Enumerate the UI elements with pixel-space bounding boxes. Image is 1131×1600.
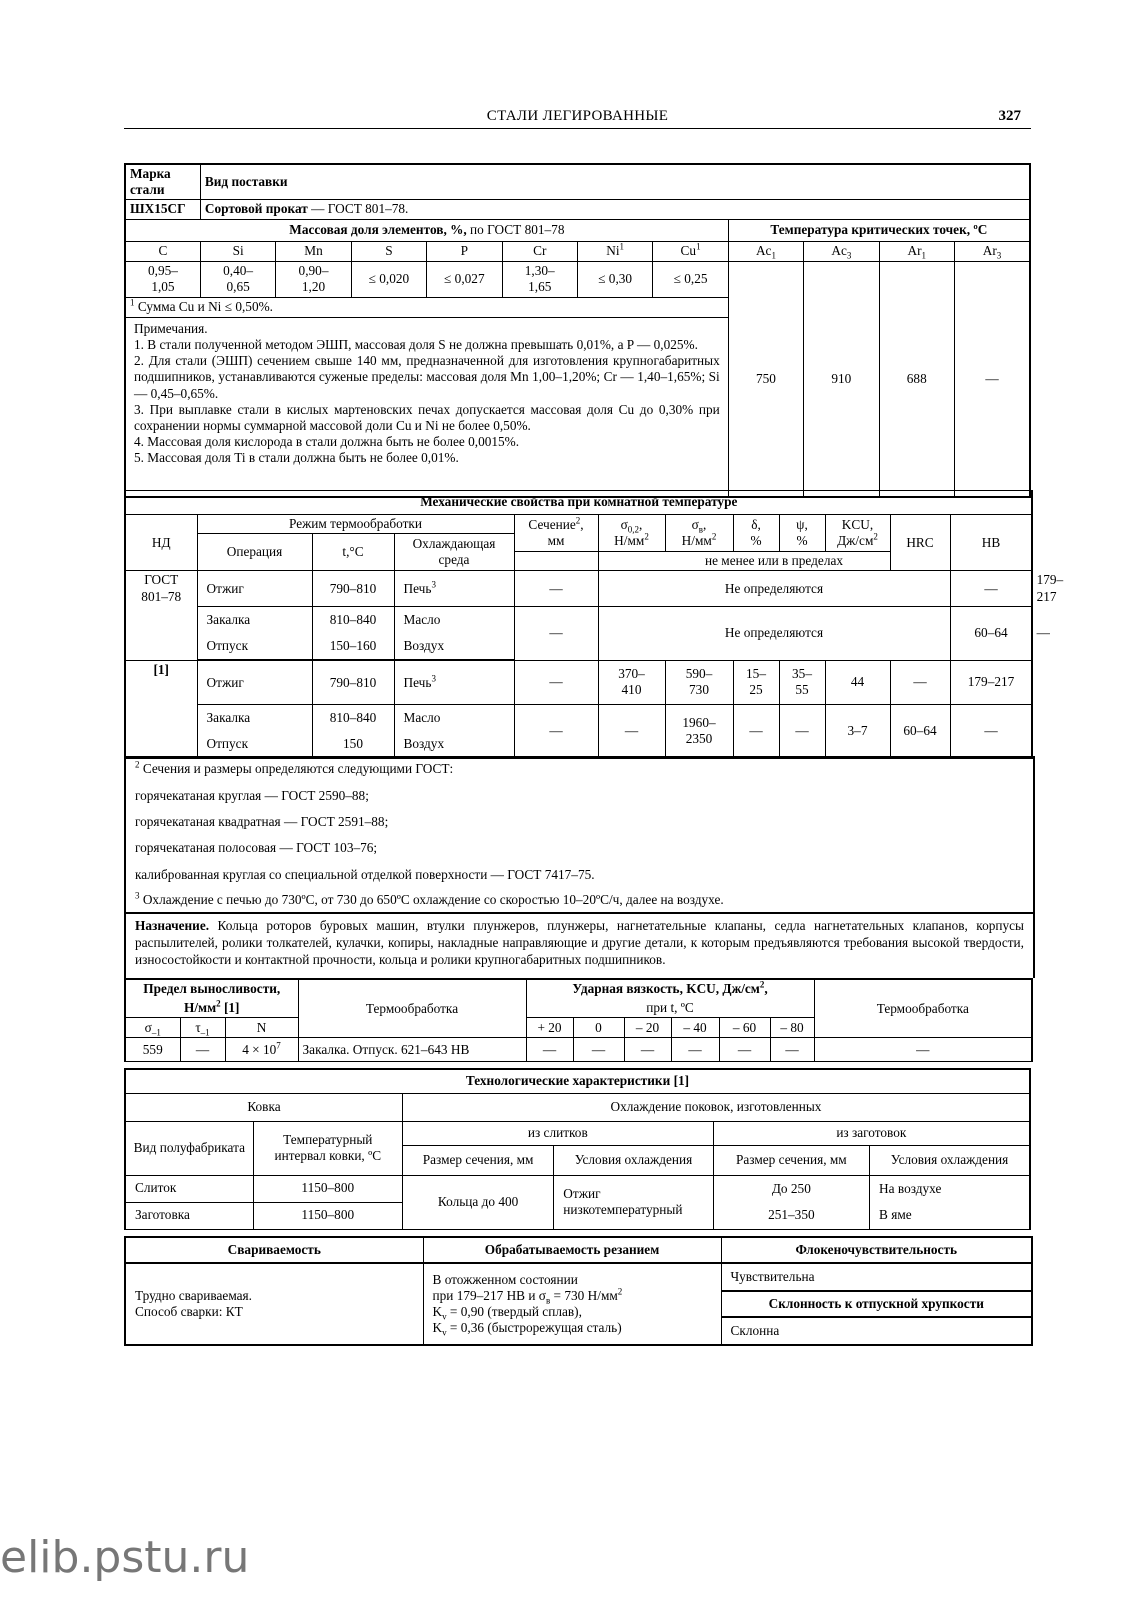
element-cr: Cr: [502, 241, 577, 261]
h-minimum: не менее или в пределах: [598, 552, 950, 571]
ref-annealing-section: —: [514, 660, 598, 704]
value-ac1: 750: [728, 261, 803, 497]
temper-brittleness-title: Склонность к отпускной хрупкости: [721, 1291, 1032, 1317]
gost-annealing-section: —: [514, 571, 598, 606]
value-si: 0,40– 0,65: [200, 261, 275, 297]
section-note-1: горячекатаная круглая — ГОСТ 2590–88;: [135, 788, 369, 803]
gost-annealing-medium: Печь$^3$: [394, 571, 514, 606]
ref-annealing-s02: 370– 410: [598, 660, 665, 704]
element-mn: Mn: [276, 241, 351, 261]
point-ar1: $Ar_1$: [879, 241, 954, 261]
value-ni: ≤ 0,30: [577, 261, 652, 297]
tech-table: [124, 1068, 1031, 1230]
weld-table: [124, 1236, 1033, 1346]
h-section-size: Размер сечения, мм: [402, 1145, 553, 1175]
element-si: Si: [200, 241, 275, 261]
ref-annealing-sb: 590– 730: [665, 660, 733, 704]
ref-nd: [1]: [125, 660, 197, 758]
h-temp-2: 0: [573, 1018, 624, 1038]
element-s: S: [351, 241, 426, 261]
note-3: 3. При выплавке стали в кислых мартеновских печах допускается массовая доля Cu до 0,30% при сохранении нормы суммарной массовой доли Cu и Ni не более 0,50%.: [134, 401, 720, 433]
value-ar1: 688: [879, 261, 954, 497]
ref-qt-sb: 1960– 2350: [665, 704, 733, 758]
gost-qt-hrc: 60–64: [950, 606, 1032, 660]
weldability-title: Свариваемость: [125, 1237, 423, 1263]
mechanical-table: Механические свойства при комнатной температуре НД Режим термообработки Сечение$^2$, мм $\sigma_{0,2}$, $Н/мм^2$ $\sigma_в$, $Н/мм^2$ δ, % ψ, % KCU, $Дж/см^2$ HRC HB Операция t,°С Охлаждающая среда не менее или в пределах ГОСТ 801–78 Отжиг 790–810 Печь$^3$ — Не определяются — 179–217 Закалка 810–840 Масло — Не определяются 60–64 — Отпуск 150–160 Воздух [1] Отжиг 790–810 Печь$^3$ — 370– 410 590– 730 15– 25 35– 55 44 — 179–217 Закалка 810–840 Масло — — 1960– 2350 — — 3–7 60–64 — Отпуск 150 Воздух: [124, 490, 1033, 759]
composition-footnote: $^1$ Сумма Cu и Ni ≤ 0,50%.: [125, 297, 728, 317]
h-cycles: N: [225, 1018, 298, 1038]
ref-annealing-hrc: —: [890, 660, 950, 704]
v-impact-6: —: [770, 1038, 814, 1062]
critical-points-title: Температура критических точек, ºС: [728, 219, 1030, 241]
v-impact-5: —: [719, 1038, 770, 1062]
gost-temper-medium: Воздух: [394, 633, 514, 660]
purpose-text: Назначение. Кольца роторов буровых машин, втулки плунжеров, плунжеры, нагнетательные клапаны, седла нагнетательных клапанов, корпусы распылителей, ролики толкателей, кулачки, копиры, накладные направляющие и другие детали, к которым предъявляются требования высокой твердости, износостойкости и контактной прочности, кольца и ролики крупногабаритных подшипников.: [135, 918, 1024, 968]
h-medium: Охлаждающая среда: [394, 534, 514, 571]
gost-annealing-nd: Не определяются: [598, 571, 950, 606]
note-2: 2. Для стали (ЭШП) сечением свыше 140 мм, предназначенной для изготовления крупногабаритных подшипников, устанавливаются суженые пределы: массовая доля Mn 1,00–1,20%; Cr — 1,40–1,65%; Si — 0,45–0,65%.: [134, 353, 720, 401]
impact-title: Ударная вязкость, KCU, $Дж/см^2$,: [526, 979, 814, 999]
value-mn: 0,90– 1,20: [276, 261, 351, 297]
ref-annealing-psi: 35– 55: [779, 660, 825, 704]
value-ar3: —: [954, 261, 1030, 497]
tech-title: Технологические характеристики [1]: [125, 1069, 1030, 1093]
value-cu: ≤ 0,25: [653, 261, 728, 297]
ref-qt-section: —: [514, 704, 598, 758]
ref-annealing-medium: Печь$^3$: [394, 660, 514, 704]
section-note-5: $^3$ Охлаждение с печью до 730ºС, от 730 до 650ºС охлаждение со скоростью 10–20ºС/ч, далее на воздухе.: [135, 890, 724, 907]
grade-label: Марка стали: [125, 164, 200, 200]
watermark: elib.pstu.ru: [0, 1532, 250, 1583]
ref-qt-delta: —: [733, 704, 779, 758]
h-temp-4: – 40: [671, 1018, 719, 1038]
h-cooling-cond-2: Условия охлаждения: [870, 1145, 1030, 1175]
ref-annealing: Отжиг: [197, 660, 312, 704]
h-sigma02: $\sigma_{0,2}$, $Н/мм^2$: [598, 515, 665, 552]
page-header: [124, 106, 1031, 129]
flake-title: Флокеночувствительность: [721, 1237, 1032, 1263]
ref-quench-medium: Масло: [394, 704, 514, 731]
v-heat-treatment: Закалка. Отпуск. 621–643 НВ: [298, 1038, 526, 1062]
mechanical-title: Механические свойства при комнатной температуре: [125, 491, 1032, 515]
section-notes: [124, 756, 1035, 913]
h-from-ingots: из слитков: [402, 1121, 713, 1145]
v-impact-2: —: [573, 1038, 624, 1062]
h-tau-1: $\tau_{-1}$: [180, 1018, 225, 1038]
h-cooling-cond: Условия охлаждения: [554, 1145, 713, 1175]
element-p: P: [427, 241, 502, 261]
temper-brittleness-value: Склонна: [721, 1317, 1032, 1345]
h-sigmab: $\sigma_в$, $Н/мм^2$: [665, 515, 733, 552]
running-title: СТАЛИ ЛЕГИРОВАННЫЕ: [486, 108, 669, 124]
purpose-block: [124, 912, 1035, 978]
h-kcu: KCU, $Дж/см^2$: [825, 515, 890, 552]
section-note-2: горячекатаная квадратная — ГОСТ 2591–88;: [135, 814, 389, 829]
h-from-blanks: из заготовок: [713, 1121, 1030, 1145]
notes-title: Примечания.: [134, 320, 208, 336]
h-forging: Ковка: [125, 1093, 402, 1121]
gost-annealing-hrc: —: [950, 571, 1032, 606]
note-5: 5. Массовая доля Ti в стали должна быть не более 0,01%.: [134, 450, 459, 466]
point-ac3: $Ac_3$: [804, 241, 879, 261]
gost-qt-section: —: [514, 606, 598, 660]
section-note-4: калиброванная круглая со специальной отделкой поверхности — ГОСТ 7417–75.: [135, 867, 595, 882]
flake-value: Чувствительна: [721, 1263, 1032, 1291]
v-impact-3: —: [624, 1038, 671, 1062]
h-hb: HB: [950, 515, 1032, 571]
gost-annealing: Отжиг: [197, 571, 312, 606]
element-ni: Ni$^1$: [577, 241, 652, 261]
h-temp-5: – 60: [719, 1018, 770, 1038]
h-delta: δ, %: [733, 515, 779, 552]
gost-annealing-t: 790–810: [312, 571, 394, 606]
gost-qt-nd: Не определяются: [598, 606, 950, 660]
ref-annealing-kcu: 44: [825, 660, 890, 704]
supply-label: Вид поставки: [200, 164, 1030, 200]
h-temp-6: – 80: [770, 1018, 814, 1038]
v-cycles: $4 \times 10^7$: [225, 1038, 298, 1062]
range-251-350: 251–350: [713, 1202, 869, 1229]
grade-value: ШХ15СГ: [125, 200, 200, 219]
h-section: Сечение$^2$, мм: [514, 515, 598, 552]
gost-quench: Закалка: [197, 606, 312, 633]
v-impact-1: —: [526, 1038, 573, 1062]
ref-annealing-delta: 15– 25: [733, 660, 779, 704]
v-tau-1: —: [180, 1038, 225, 1062]
h-operation: Операция: [197, 534, 312, 571]
v-impact-4: —: [671, 1038, 719, 1062]
weldability-value: Трудно свариваемая. Способ сварки: КТ: [125, 1263, 423, 1345]
page-number: 327: [998, 108, 1021, 124]
h-temp-interval: Температурный интервал ковки, ºС: [253, 1121, 402, 1175]
in-pit: В яме: [870, 1202, 1030, 1229]
ref-temper-medium: Воздух: [394, 731, 514, 758]
element-cu: Cu$^1$: [653, 241, 728, 261]
composition-table: [124, 163, 1031, 498]
ref-qt-psi: —: [779, 704, 825, 758]
ingot-label: Слиток: [125, 1175, 253, 1202]
blank-temp: 1150–800: [253, 1202, 402, 1229]
h-mode: Режим термообработки: [197, 515, 514, 534]
value-cr: 1,30– 1,65: [502, 261, 577, 297]
rings-size: Кольца до 400: [402, 1175, 553, 1229]
h-temp: t,°С: [312, 534, 394, 571]
ref-temper: Отпуск: [197, 731, 312, 758]
value-ac3: 910: [804, 261, 879, 497]
ref-qt-hb: —: [950, 704, 1032, 758]
endurance-title-1: Предел выносливости,: [125, 979, 298, 999]
gost-nd: ГОСТ 801–78: [125, 571, 197, 660]
value-p: ≤ 0,027: [427, 261, 502, 297]
section-note-0: $^2$ Сечения и размеры определяются следующими ГОСТ:: [135, 759, 454, 776]
h-section-blank: [514, 552, 598, 571]
gost-quench-t: 810–840: [312, 606, 394, 633]
note-1: 1. В стали полученной методом ЭШП, массовая доля S не должна превышать 0,01%, а P — 0,025%.: [134, 336, 698, 352]
gost-temper-t: 150–160: [312, 633, 394, 660]
ref-quench: Закалка: [197, 704, 312, 731]
v-sigma-1: 559: [125, 1038, 180, 1062]
impact-subtitle: при t, ºС: [526, 999, 814, 1018]
h-section-size-2: Размер сечения, мм: [713, 1145, 869, 1175]
ref-quench-t: 810–840: [312, 704, 394, 731]
in-air: На воздухе: [870, 1175, 1030, 1202]
ref-qt-kcu: 3–7: [825, 704, 890, 758]
gost-quench-medium: Масло: [394, 606, 514, 633]
ref-temper-t: 150: [312, 731, 394, 758]
endurance-heat-treatment: Термообработка: [298, 979, 526, 1038]
composition-notes: [125, 317, 728, 497]
h-hrc: HRC: [890, 515, 950, 571]
machinability-value: В отожженном состоянии при 179–217 НВ и $\sigma_в = 730$ $Н/мм^2$ $K_v = 0,90$ (твердый сплав), $K_v = 0,36$ (быстрорежущая сталь): [423, 1263, 721, 1345]
endurance-table: [124, 978, 1033, 1062]
h-psi: ψ, %: [779, 515, 825, 552]
point-ar3: $Ar_3$: [954, 241, 1030, 261]
section-note-3: горячекатаная полосовая — ГОСТ 103–76;: [135, 840, 378, 855]
value-c: 0,95– 1,05: [125, 261, 200, 297]
h-temp-3: – 20: [624, 1018, 671, 1038]
composition-title: Массовая доля элементов, %, по ГОСТ 801–78: [125, 219, 728, 241]
h-blank-type: Вид полуфабриката: [125, 1121, 253, 1175]
impact-heat-treatment: Термообработка: [814, 979, 1032, 1038]
h-cooling: Охлаждение поковок, изготовленных: [402, 1093, 1030, 1121]
ref-annealing-t: 790–810: [312, 660, 394, 704]
v-heat-treatment-2: —: [814, 1038, 1032, 1062]
upto-250: До 250: [713, 1175, 869, 1202]
note-4: 4. Массовая доля кислорода в стали должна быть не более 0,0015%.: [134, 434, 520, 450]
h-temp-1: + 20: [526, 1018, 573, 1038]
endurance-title-2: $Н/мм^2$ [1]: [125, 999, 298, 1018]
ref-qt-s02: —: [598, 704, 665, 758]
ref-annealing-hb: 179–217: [950, 660, 1032, 704]
ingot-temp: 1150–800: [253, 1175, 402, 1202]
value-s: ≤ 0,020: [351, 261, 426, 297]
point-ac1: $Ac_1$: [728, 241, 803, 261]
h-nd: НД: [125, 515, 197, 571]
h-sigma-1: $\sigma_{-1}$: [125, 1018, 180, 1038]
ref-qt-hrc: 60–64: [890, 704, 950, 758]
annealing-low: Отжиг низкотемпературный: [554, 1175, 713, 1229]
blank-label: Заготовка: [125, 1202, 253, 1229]
element-c: C: [125, 241, 200, 261]
machinability-title: Обрабатываемость резанием: [423, 1237, 721, 1263]
supply-value: Сортовой прокат — ГОСТ 801–78.: [200, 200, 1030, 219]
gost-temper: Отпуск: [197, 633, 312, 660]
